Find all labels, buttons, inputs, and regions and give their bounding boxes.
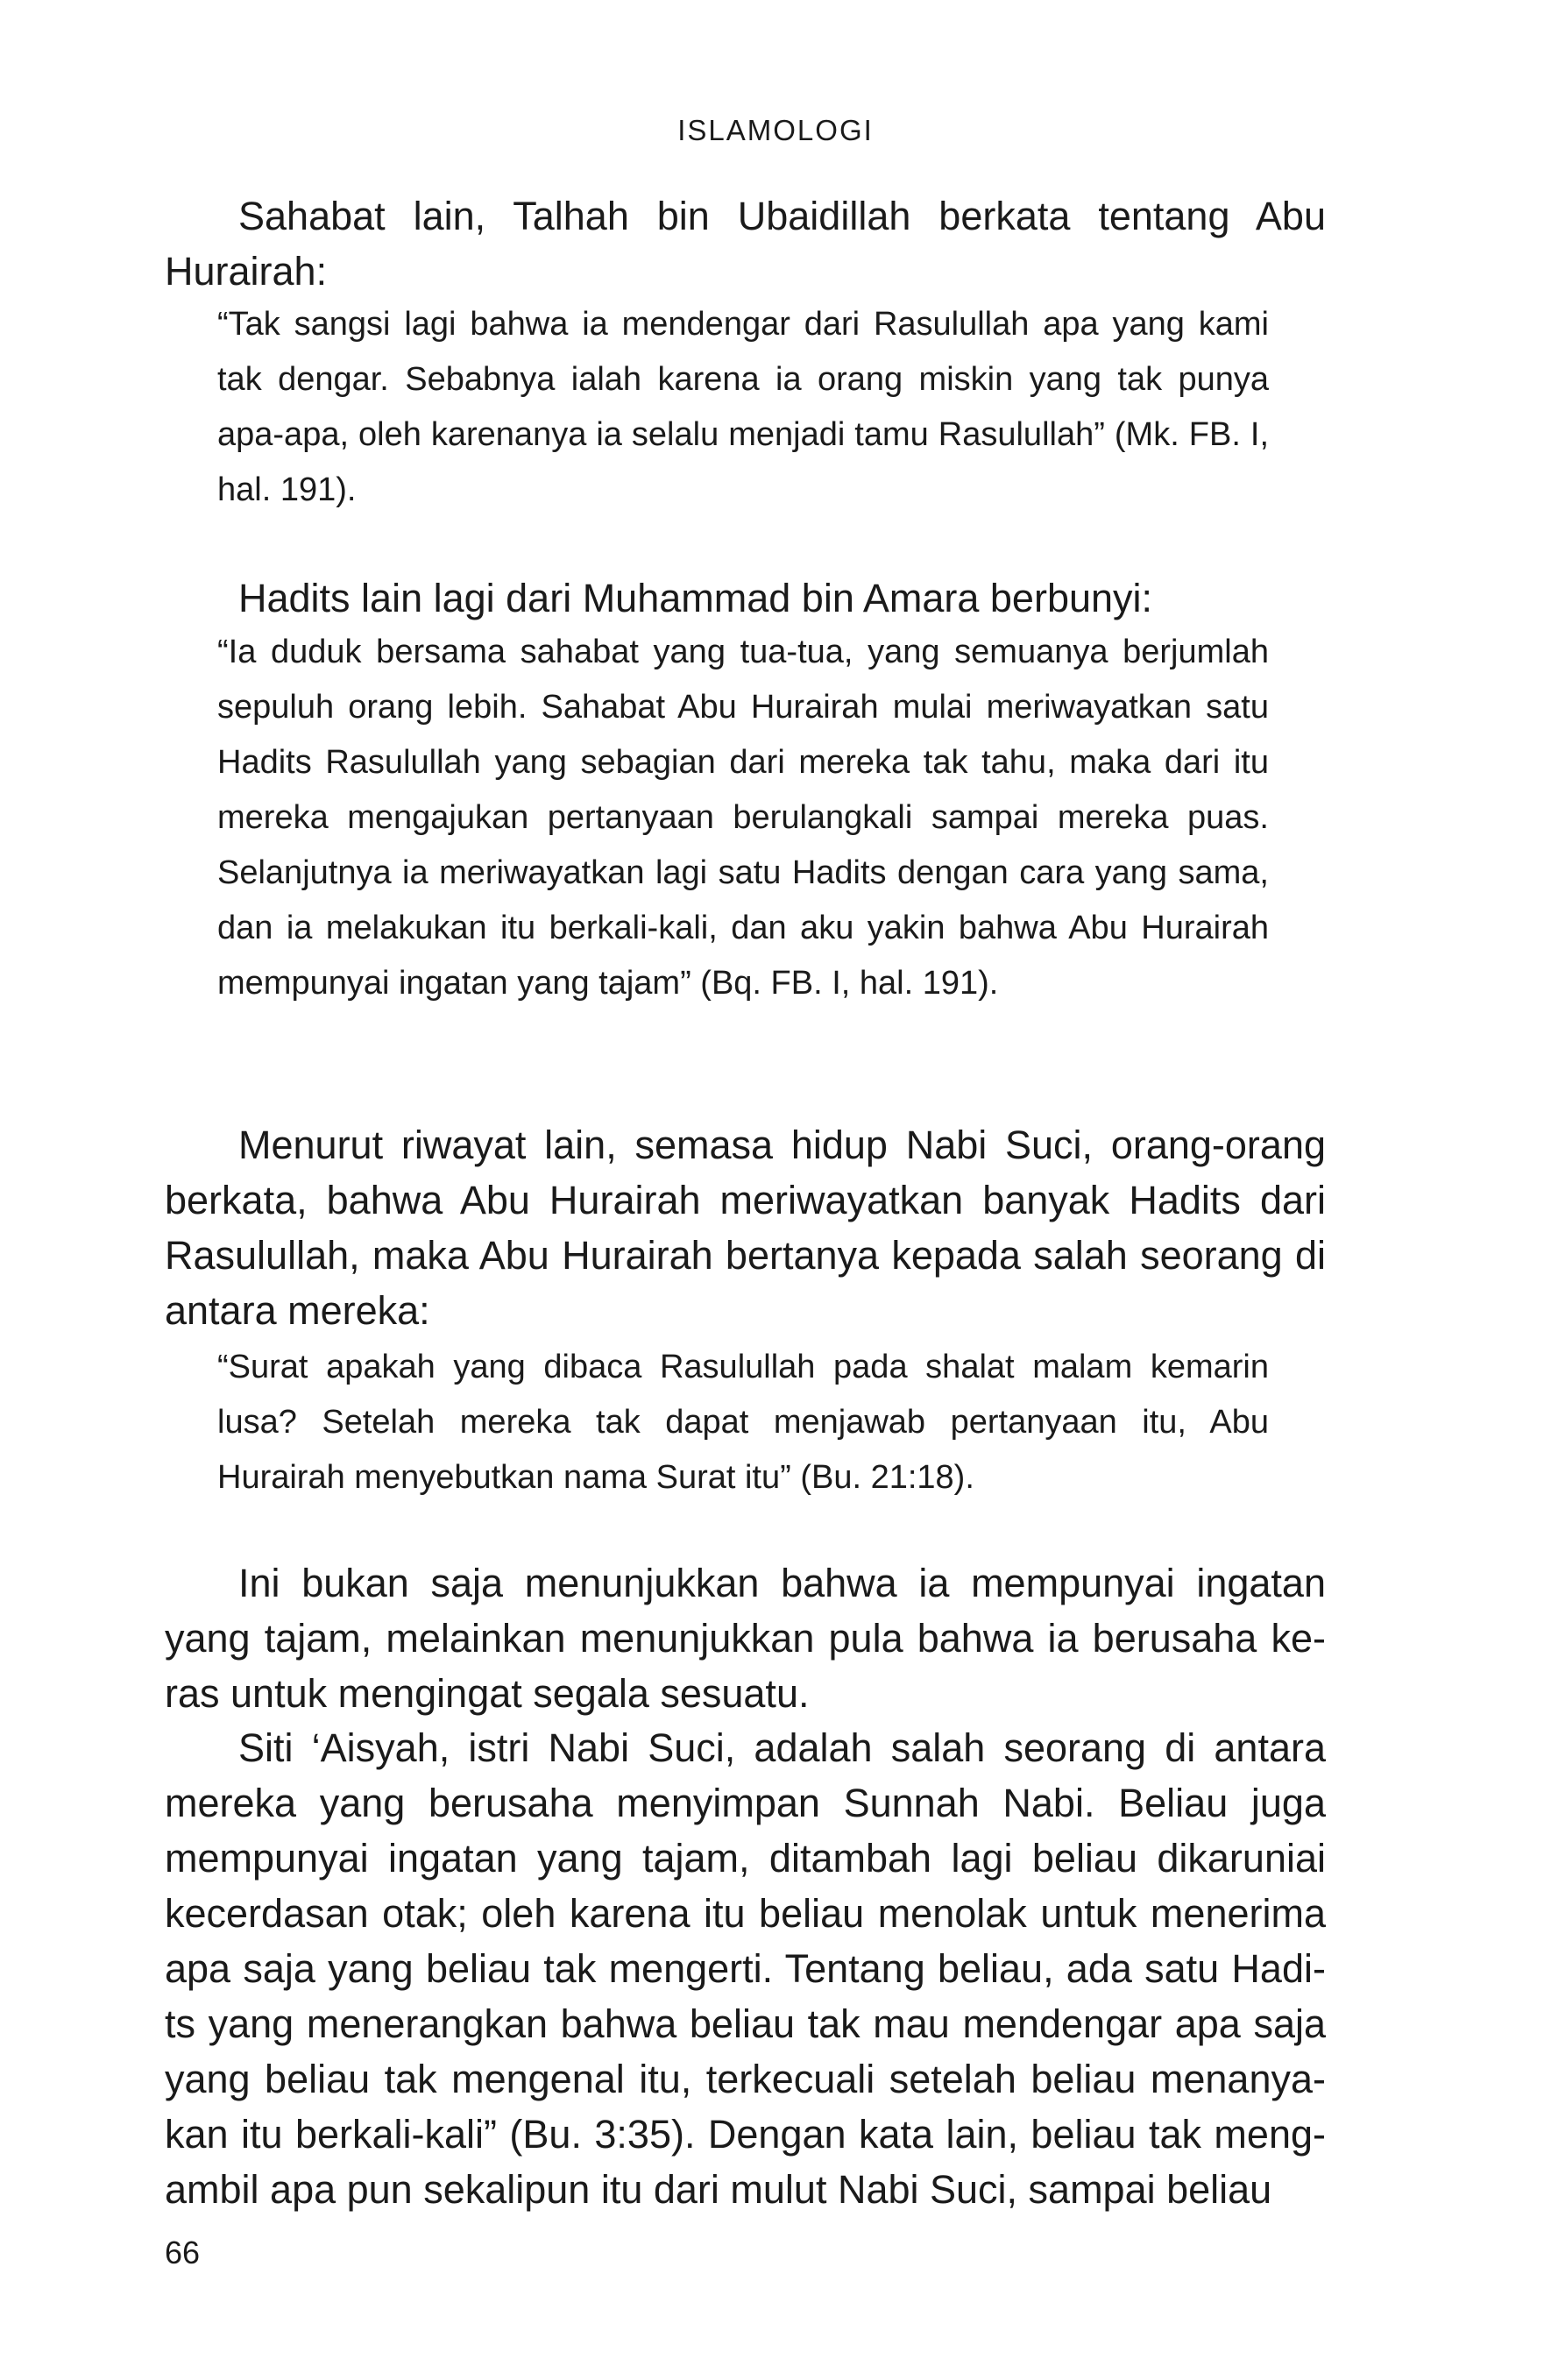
paragraph: Menurut riwayat lain, semasa hidup Nabi Suci, orang-orang berkata, bahwa Abu Hurairah meriwayatkan banyak Hadits dari Rasulullah, maka Abu Hurairah bertanya kepada salah seorang di antara mereka: — [165, 1123, 1326, 1333]
paragraph: Hadits lain lagi dari Muhammad bin Amara berbunyi: — [238, 576, 1153, 620]
block-quote: “Ia duduk bersama sahabat yang tua-tua, yang semuanya berjumlah sepuluh orang lebih. Sahabat Abu Hurairah mulai meriwayatkan satu Hadits Rasulullah yang sebagian dari mereka tak tahu, maka dari itu mereka mengajukan pertanyaan berulangkali sampai mereka puas. Selanjutnya ia meriwayatkan lagi satu Hadits dengan cara yang sama, dan ia melakukan itu berkali-kali, dan aku yakin bahwa Abu Hurairah mempunyai ingatan yang tajam” (Bq. FB. I, hal. 191). — [217, 634, 1269, 1002]
page-number: 66 — [165, 2235, 201, 2270]
paragraph: Ini bukan saja menunjukkan bahwa ia mempunyai ingatan yang tajam, melainkan menunjukkan pula bahwa ia berusaha keras untuk mengingat segala sesuatu. — [165, 1561, 1326, 1716]
running-head: ISLAMOLOGI — [677, 114, 874, 146]
block-quote: “Surat apakah yang dibaca Rasulullah pada shalat malam kemarin lusa? Setelah mereka tak dapat menjawab pertanyaan itu, Abu Hurairah menyebutkan nama Surat itu” (Bu. 21:18). — [217, 1349, 1269, 1496]
block-quote: “Tak sangsi lagi bahwa ia mendengar dari Rasulullah apa yang kami tak dengar. Sebabnya ialah karena ia orang miskin yang tak punya apa-apa, oleh karenanya ia selalu menjadi tamu Rasulullah” (Mk. FB. I, hal. 191). — [217, 306, 1269, 508]
paragraph: Sahabat lain, Talhah bin Ubaidillah berkata tentang Abu Hurairah: — [165, 194, 1326, 294]
paragraph: Siti ‘Aisyah, istri Nabi Suci, adalah salah seorang di antara mereka yang berusaha menyimpan Sunnah Nabi. Beliau juga mempunyai ingatan yang tajam, ditambah lagi beliau dikaruniai kecerdasan otak; oleh karena itu beliau menolak untuk menerima apa saja yang beliau tak mengerti. Tentang beliau, ada satu Hadits yang menerangkan bahwa beliau tak mau mendengar apa saja yang beliau tak mengenal itu, terkecuali setelah beliau menanyakan itu berkali-kali” (Bu. 3:35). Dengan kata lain, beliau tak mengambil apa pun sekalipun itu dari mulut Nabi Suci, sampai beliau — [165, 1725, 1326, 2212]
